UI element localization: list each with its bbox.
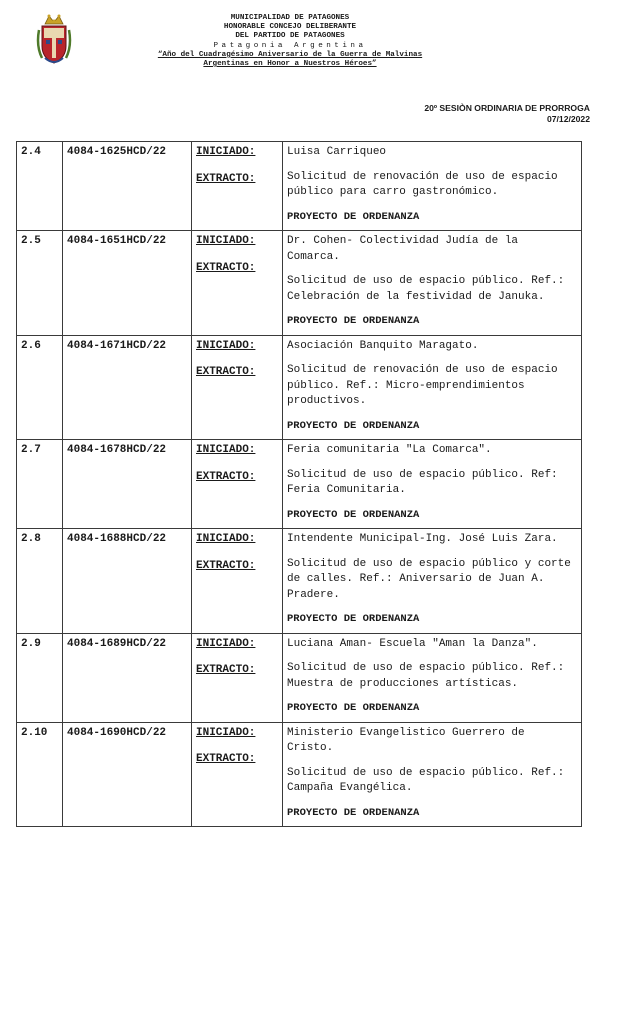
extracto-value: Solicitud de uso de espacio público. Ref: Feria Comunitaria.	[287, 468, 558, 496]
extracto-value: Solicitud de renovación de uso de espacio público. Ref.: Micro-emprendimientos productivos.	[287, 364, 558, 407]
iniciado-label: INICIADO:	[196, 235, 256, 247]
item-number: 2.5	[17, 231, 63, 336]
extracto-value: Solicitud de renovación de uso de espacio público para carro gastronómico.	[287, 170, 558, 198]
field-labels	[192, 722, 283, 827]
iniciado-label: INICIADO:	[196, 146, 256, 158]
table-row	[17, 529, 582, 634]
proyecto-type: PROYECTO DE ORDENANZA	[287, 210, 420, 223]
expediente-number: 4084-1651HCD/22	[63, 231, 192, 336]
item-number: 2.9	[17, 633, 63, 722]
item-details	[283, 529, 582, 634]
item-details	[283, 231, 582, 336]
table-row	[17, 722, 582, 827]
expediente-number: 4084-1689HCD/22	[63, 633, 192, 722]
item-details	[283, 440, 582, 529]
extracto-label: EXTRACTO:	[196, 753, 256, 765]
table-row	[17, 231, 582, 336]
proyecto-type: PROYECTO DE ORDENANZA	[287, 613, 420, 625]
iniciado-value: Luciana Aman- Escuela "Aman la Danza".	[287, 637, 538, 650]
proyecto-type: PROYECTO DE ORDENANZA	[287, 806, 420, 819]
iniciado-label: INICIADO:	[196, 339, 256, 352]
proyecto-type: PROYECTO DE ORDENANZA	[287, 419, 420, 432]
iniciado-value: Luisa Carriqueo	[287, 146, 387, 158]
session-date: 07/12/2022	[546, 114, 590, 124]
expediente-number: 4084-1625HCD/22	[63, 142, 192, 231]
item-details	[283, 335, 582, 440]
iniciado-value: Asociación Banquito Maragato.	[287, 339, 479, 352]
item-number: 2.6	[17, 335, 63, 440]
expediente-number: 4084-1678HCD/22	[63, 440, 192, 529]
agenda-table	[16, 141, 582, 827]
table-row	[17, 335, 582, 440]
extracto-label: EXTRACTO:	[196, 559, 256, 572]
iniciado-value: Feria comunitaria "La Comarca".	[287, 444, 492, 456]
field-labels	[192, 633, 283, 722]
expediente-number: 4084-1671HCD/22	[63, 335, 192, 440]
field-labels	[192, 231, 283, 336]
extracto-value: Solicitud de uso de espacio público y corte de calles. Ref.: Aniversario de Juan A. Pradere.	[287, 557, 571, 601]
table-row	[17, 633, 582, 722]
item-number: 2.8	[17, 529, 63, 634]
item-number: 2.10	[17, 722, 63, 827]
field-labels	[192, 142, 283, 231]
extracto-value: Solicitud de uso de espacio público. Ref.: Muestra de producciones artísticas.	[287, 662, 565, 690]
extracto-value: Solicitud de uso de espacio público. Ref.: Campaña Evangélica.	[287, 766, 565, 794]
iniciado-value: Ministerio Evangelistico Guerrero de Cristo.	[287, 726, 525, 754]
extracto-label: EXTRACTO:	[196, 172, 256, 185]
item-number: 2.4	[17, 142, 63, 231]
iniciado-label: INICIADO:	[196, 637, 256, 650]
field-labels	[192, 529, 283, 634]
item-details	[283, 722, 582, 827]
iniciado-value: Dr. Cohen- Colectividad Judía de la Comarca.	[287, 235, 519, 263]
municipal-crest-icon	[36, 12, 72, 68]
iniciado-label: INICIADO:	[196, 726, 256, 739]
header-year-motto-cont: Argentinas en Honor a Nuestros Héroes”	[203, 60, 377, 69]
expediente-number: 4084-1690HCD/22	[63, 722, 192, 827]
iniciado-value: Intendente Municipal-Ing. José Luis Zara.	[287, 533, 558, 545]
proyecto-type: PROYECTO DE ORDENANZA	[287, 508, 420, 521]
extracto-label: EXTRACTO:	[196, 366, 256, 378]
header-country: Patagonia Argentina	[213, 41, 367, 50]
extracto-label: EXTRACTO:	[196, 261, 256, 274]
iniciado-label: INICIADO:	[196, 533, 256, 545]
proyecto-type: PROYECTO DE ORDENANZA	[287, 702, 420, 714]
item-number: 2.7	[17, 440, 63, 529]
session-title: 20º SESIÒN ORDINARIA DE PRORROGA	[424, 103, 590, 113]
field-labels	[192, 440, 283, 529]
header-district: DEL PARTIDO DE PATAGONES	[235, 32, 345, 41]
header-municipality: MUNICIPALIDAD DE PATAGONES	[230, 14, 350, 22]
extracto-label: EXTRACTO:	[196, 664, 256, 676]
item-details	[283, 633, 582, 722]
expediente-number: 4084-1688HCD/22	[63, 529, 192, 634]
proyecto-type: PROYECTO DE ORDENANZA	[287, 315, 420, 327]
header-council: HONORABLE CONCEJO DELIBERANTE	[223, 23, 357, 32]
extracto-label: EXTRACTO:	[196, 470, 256, 483]
session-info	[424, 103, 590, 125]
field-labels	[192, 335, 283, 440]
extracto-value: Solicitud de uso de espacio público. Ref.: Celebración de la festividad de Januka.	[287, 275, 565, 303]
header-year-motto: “Año del Cuadragésimo Aniversario de la Guerra de Malvinas	[157, 50, 423, 59]
item-details	[283, 142, 582, 231]
document-header	[110, 14, 470, 69]
table-row	[17, 142, 582, 231]
table-row	[17, 440, 582, 529]
iniciado-label: INICIADO:	[196, 444, 256, 456]
